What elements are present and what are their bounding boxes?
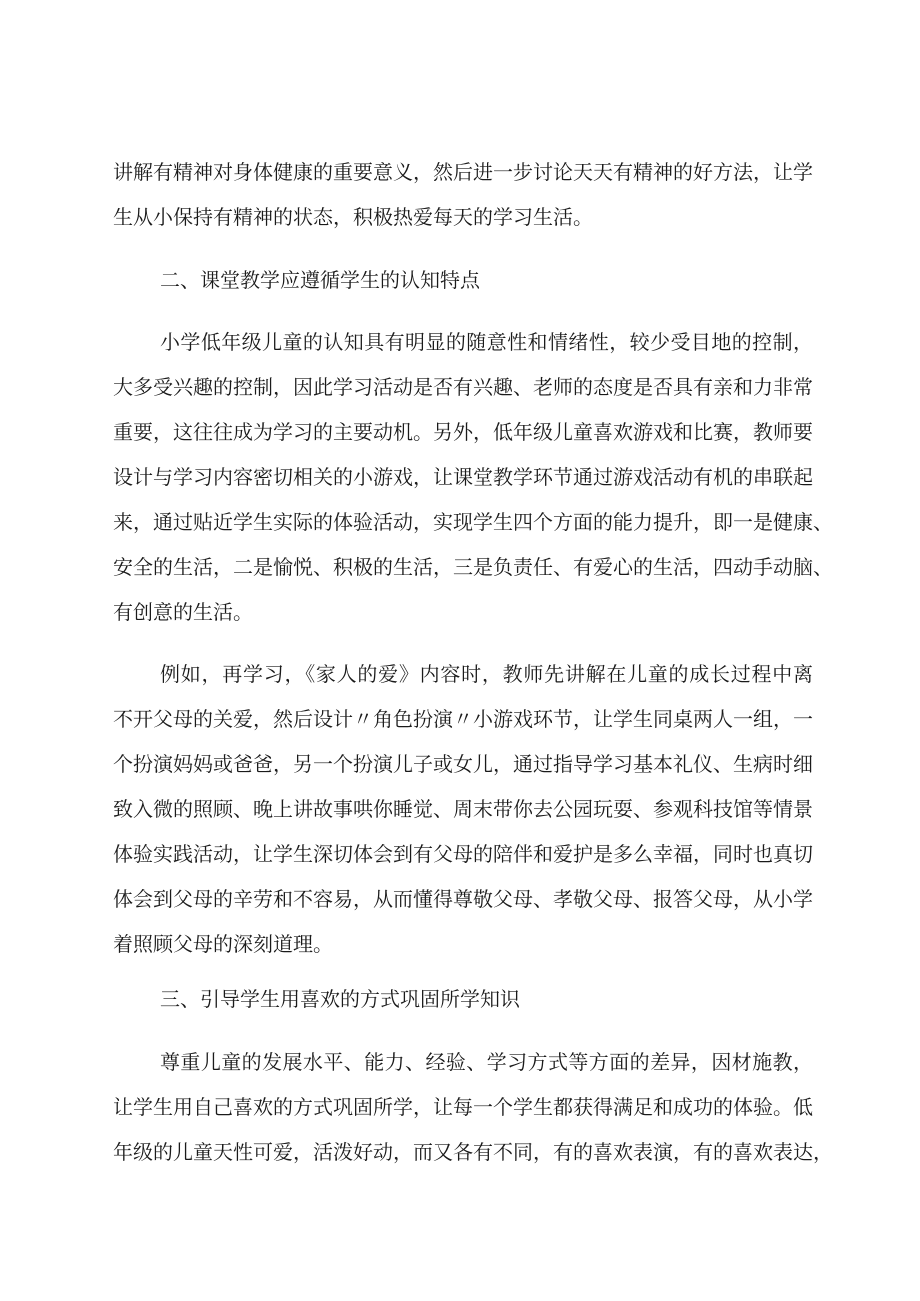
paragraph-line: 例如，再学习，《家人的爱》内容时，教师先讲解在儿童的成长过程中离	[160, 662, 813, 686]
paragraph-line: 安全的生活，二是愉悦、积极的生活，三是负责任、有爱心的生活，四动手动脑、	[113, 555, 833, 579]
paragraph-line: 有创意的生活。	[113, 600, 253, 624]
paragraph-line: 来，通过贴近学生实际的体验活动，实现学生四个方面的能力提升，即一是健康、	[113, 510, 833, 534]
paragraph-line: 不开父母的关爱，然后设计〃角色扮演〃小游戏环节，让学生同桌两人一组，一	[113, 707, 813, 731]
paragraph-line: 讲解有精神对身体健康的重要意义，然后进一步讨论天天有精神的好方法，让学	[113, 160, 813, 184]
paragraph-line: 让学生用自己喜欢的方式巩固所学，让每一个学生都获得满足和成功的体验。低	[113, 1095, 813, 1119]
paragraph-line: 设计与学习内容密切相关的小游戏，让课堂教学环节通过游戏活动有机的串联起	[113, 465, 813, 489]
section-heading: 三、引导学生用喜欢的方式巩固所学知识	[160, 987, 520, 1011]
paragraph-line: 着照顾父母的深刻道理。	[113, 932, 333, 956]
paragraph-line: 个扮演妈妈或爸爸，另一个扮演儿子或女儿，通过指导学习基本礼仪、生病时细	[113, 752, 813, 776]
paragraph-line: 尊重儿童的发展水平、能力、经验、学习方式等方面的差异，因材施教，	[160, 1050, 813, 1074]
section-heading: 二、课堂教学应遵循学生的认知特点	[160, 268, 480, 292]
paragraph-line: 生从小保持有精神的状态，积极热爱每天的学习生活。	[113, 205, 593, 229]
paragraph-line: 年级的儿童天性可爱，活泼好动，而又各有不同，有的喜欢表演，有的喜欢表达，	[113, 1140, 833, 1164]
paragraph-line: 重要，这往往成为学习的主要动机。另外，低年级儿童喜欢游戏和比赛，教师要	[113, 420, 813, 444]
paragraph-line: 体会到父母的辛劳和不容易，从而懂得尊敬父母、孝敬父母、报答父母，从小学	[113, 887, 813, 911]
paragraph-line: 致入微的照顾、晚上讲故事哄你睡觉、周末带你去公园玩耍、参观科技馆等情景	[113, 797, 813, 821]
paragraph-line: 小学低年级儿童的认知具有明显的随意性和情绪性，较少受目地的控制，	[160, 330, 813, 354]
paragraph-line: 体验实践活动，让学生深切体会到有父母的陪伴和爱护是多么幸福，同时也真切	[113, 842, 813, 866]
paragraph-line: 大多受兴趣的控制，因此学习活动是否有兴趣、老师的态度是否具有亲和力非常	[113, 375, 813, 399]
